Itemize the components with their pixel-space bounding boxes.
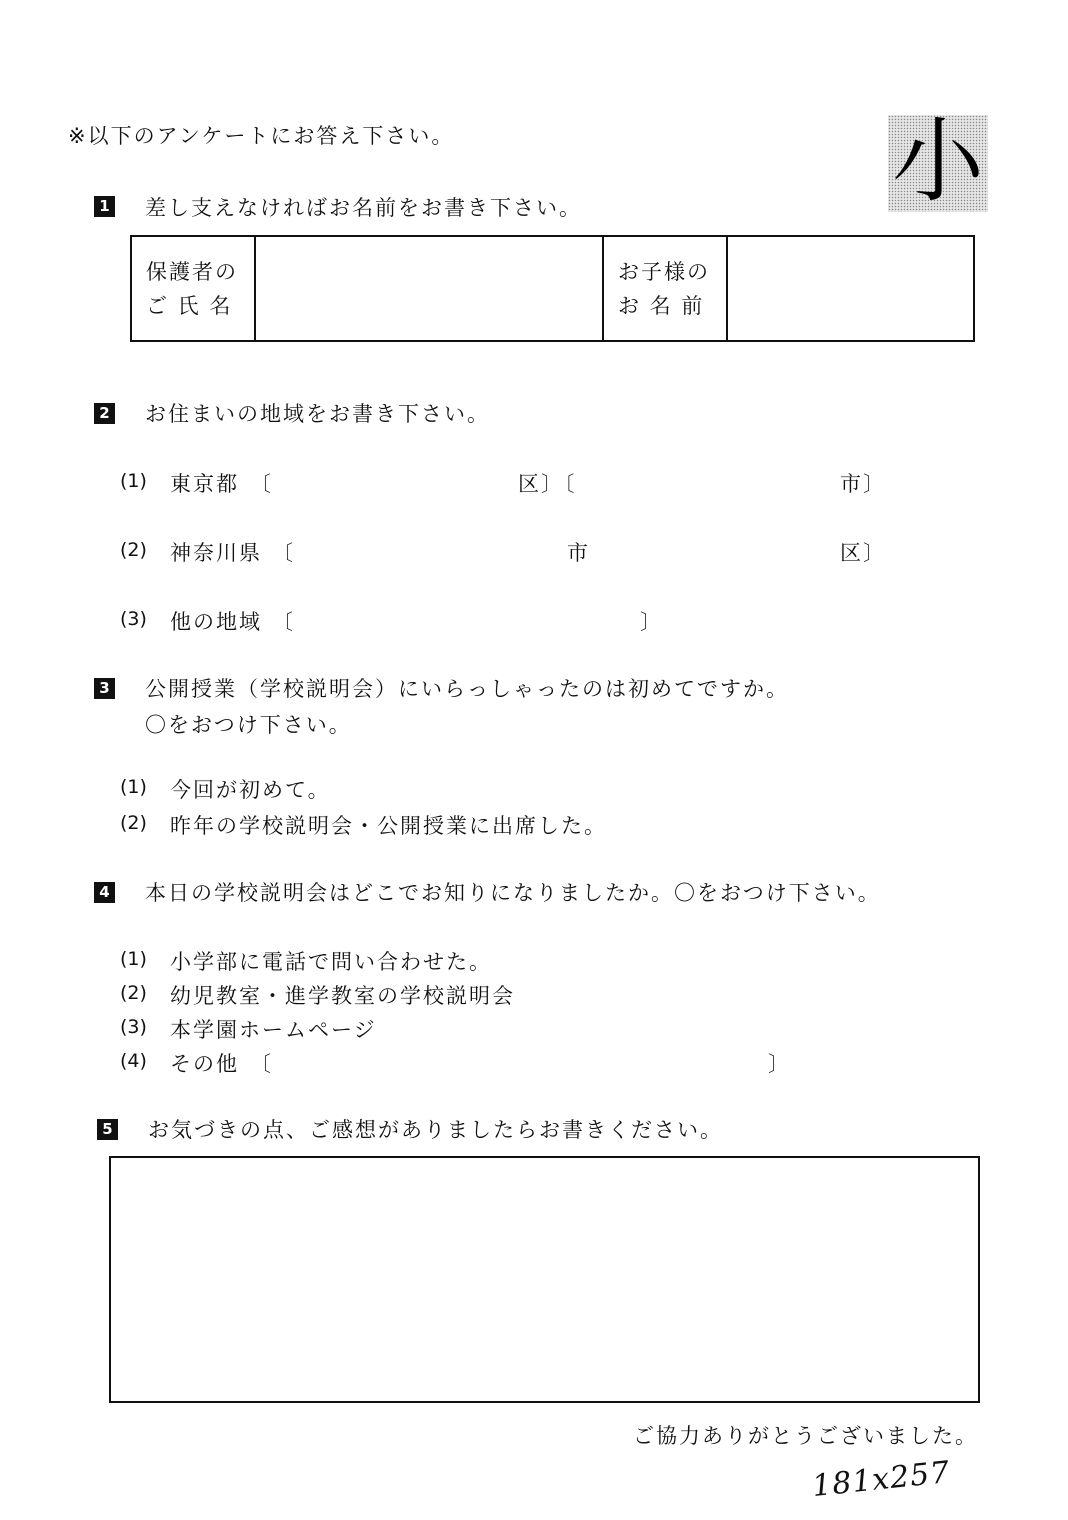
child-name-label-2: お 名 前 bbox=[618, 294, 705, 318]
comment-box[interactable] bbox=[109, 1156, 980, 1403]
q4-option-1-number: (1) bbox=[120, 948, 147, 970]
q4-option-3-number: (3) bbox=[120, 1016, 147, 1038]
q3-number: 3 bbox=[94, 678, 115, 699]
q2-option-2-open-bracket: 〔 bbox=[272, 541, 293, 565]
q4-text: 本日の学校説明会はどこでお知りになりましたか。〇をおつけ下さい。 bbox=[145, 881, 881, 905]
q3-option-2-label: 昨年の学校説明会・公開授業に出席した。 bbox=[170, 814, 607, 838]
q2-option-3-number: (3) bbox=[120, 608, 147, 630]
q3-option-2-number: (2) bbox=[120, 812, 147, 834]
parent-name-label-2: ご 氏 名 bbox=[146, 294, 233, 318]
q2-option-3-end: 〕 bbox=[640, 610, 663, 634]
q4-option-1-label: 小学部に電話で問い合わせた。 bbox=[170, 950, 492, 974]
thanks-text: ご協力ありがとうございました。 bbox=[633, 1424, 978, 1448]
grade-badge-char: 小 bbox=[891, 108, 984, 215]
q2-option-1-label: 東京都 bbox=[170, 472, 239, 496]
grade-badge bbox=[888, 108, 988, 215]
child-name-label-cell bbox=[604, 237, 728, 340]
q4-option-4-open-bracket: 〔 bbox=[250, 1052, 271, 1076]
q4-option-2-number: (2) bbox=[120, 982, 147, 1004]
parent-name-label-cell bbox=[132, 237, 256, 340]
q2-option-1-end: 市〕 bbox=[840, 472, 886, 496]
q1-number: 1 bbox=[94, 196, 115, 217]
q2-option-2-mid: 市 bbox=[567, 541, 590, 565]
q3-option-1-number: (1) bbox=[120, 776, 147, 798]
intro-text: ※以下のアンケートにお答え下さい。 bbox=[68, 124, 455, 148]
q2-option-2-end: 区〕 bbox=[840, 541, 886, 565]
q4-option-3-label: 本学園ホームページ bbox=[170, 1018, 377, 1042]
q4-option-2-label: 幼児教室・進学教室の学校説明会 bbox=[170, 984, 515, 1008]
q1-text: 差し支えなければお名前をお書き下さい。 bbox=[145, 196, 582, 220]
q2-option-2-number: (2) bbox=[120, 539, 147, 561]
parent-name-field[interactable] bbox=[256, 237, 604, 340]
q3-text-line-2: 〇をおつけ下さい。 bbox=[145, 713, 352, 737]
q5-text: お気づきの点、ご感想がありましたらお書きください。 bbox=[148, 1118, 723, 1142]
handwritten-note: 181x257 bbox=[810, 1454, 952, 1505]
q5-number: 5 bbox=[97, 1119, 118, 1140]
name-table bbox=[130, 235, 975, 342]
q2-option-1-number: (1) bbox=[120, 470, 147, 492]
q2-option-3-open-bracket: 〔 bbox=[272, 610, 293, 634]
q2-option-2-label: 神奈川県 bbox=[170, 541, 262, 565]
q2-option-1-mid: 区〕〔 bbox=[518, 472, 577, 496]
parent-name-label-1: 保護者の bbox=[146, 260, 238, 284]
q4-option-4-label: その他 bbox=[170, 1052, 239, 1076]
q2-option-3-label: 他の地域 bbox=[170, 610, 262, 634]
q4-number: 4 bbox=[94, 882, 115, 903]
q2-number: 2 bbox=[94, 403, 115, 424]
child-name-label-1: お子様の bbox=[618, 260, 710, 284]
q3-text-line-1: 公開授業（学校説明会）にいらっしゃったのは初めてですか。 bbox=[145, 677, 789, 701]
q3-option-1-label: 今回が初めて。 bbox=[170, 778, 331, 802]
q4-option-4-end: 〕 bbox=[768, 1052, 791, 1076]
q2-option-1-open-bracket: 〔 bbox=[250, 472, 271, 496]
q4-option-4-number: (4) bbox=[120, 1050, 147, 1072]
q2-text: お住まいの地域をお書き下さい。 bbox=[145, 402, 490, 426]
child-name-field[interactable] bbox=[728, 237, 973, 340]
